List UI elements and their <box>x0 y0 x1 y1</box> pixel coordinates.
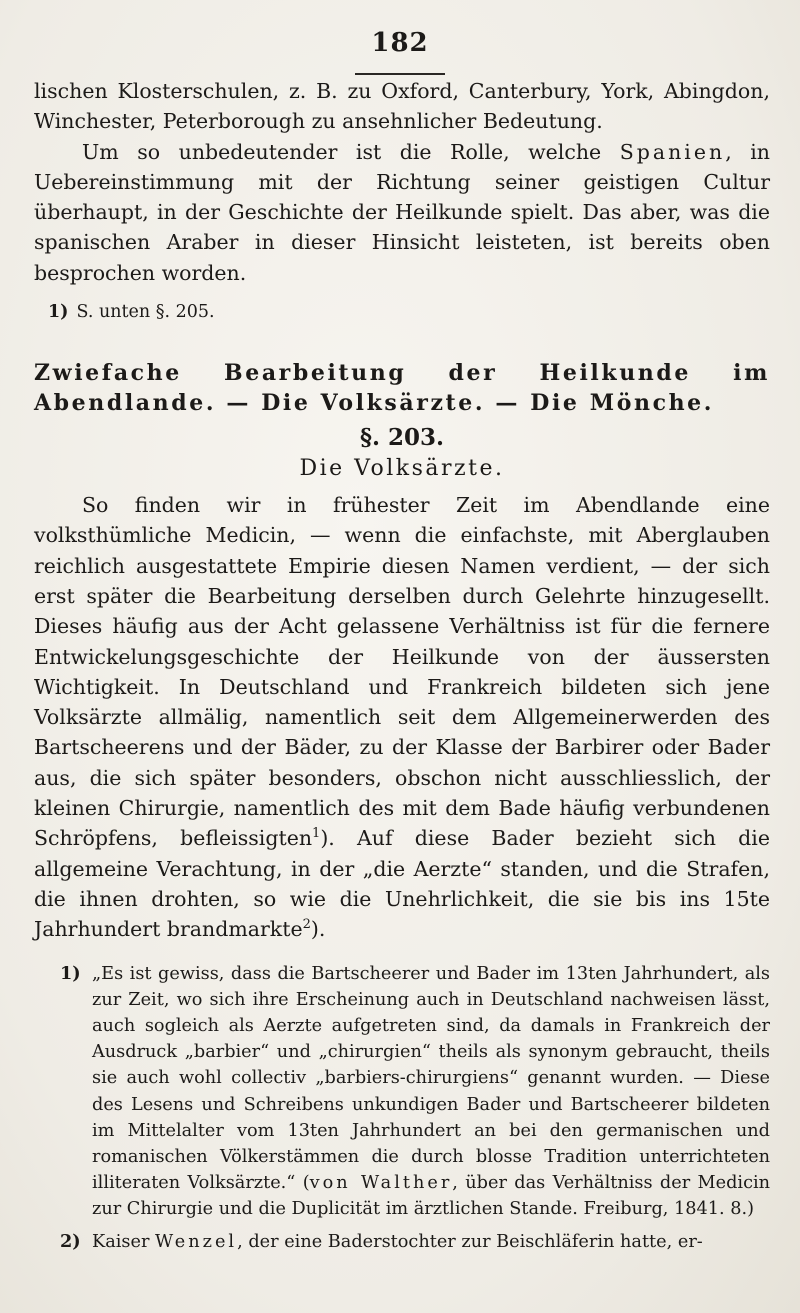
footnote-top-number: 1) <box>48 302 69 323</box>
section-title: Die Volksärzte. <box>299 456 505 482</box>
footnote-ref-1: 1 <box>312 826 321 842</box>
footnote-2-text-a: Kaiser <box>92 1231 156 1252</box>
paragraph-continuation: lischen Klosterschulen, z. B. zu Oxford, Canterbury, York, Abingdon, Winchester, Peterborough zu ansehnlicher Bedeutung. <box>34 79 770 134</box>
page-body <box>34 76 770 1255</box>
footnotes <box>34 961 770 1255</box>
paragraph-spain-text-a: Um so unbedeutender ist die Rolle, welche <box>82 139 620 164</box>
main-text-b: ). Auf diese Bader bezieht sich die allgemeine Verachtung, in der „die Aerzte“ standen, und die Strafen, die ihnen drohten, so wie die Unehrlichkeit, die sie bis ins 15te Jahrhundert brandmarkte <box>34 826 770 942</box>
footnote-top <box>48 298 770 326</box>
chapter-heading: Zwiefache Bearbeitung der Heilkunde im Abendlande. — Die Volksärzte. — Die Mönche. <box>34 360 770 417</box>
paragraph-spain <box>34 137 770 288</box>
main-text-c: ). <box>310 917 326 942</box>
footnote-top-text: S. unten §. 205. <box>76 302 215 323</box>
page-number: 182 <box>371 28 429 58</box>
paragraph-spain-text-b: , in Uebereinstimmung mit der Richtung seiner geistigen Cultur überhaupt, in der Geschichte der Heilkunde spielt. Das aber, was die spanischen Araber in dieser Hinsicht leisteten, ist bereits oben besprochen worden. <box>34 139 771 285</box>
page-number-underline <box>355 73 445 75</box>
footnote-2-number: 2) <box>60 1230 81 1252</box>
footnote-1-number: 1) <box>60 962 81 984</box>
main-text-a: So finden wir in frühester Zeit im Abendlande eine volksthümliche Medicin, — wenn die einfachste, mit Aberglauben reichlich ausgestattete Empirie diesen Namen verdient, — der sich erst später die Bearbeitung derselben durch Gelehrte hinzugesellt. Dieses häufig aus der Acht gelassene Verhältniss ist für die fernere Entwickelungsgeschichte der Heilkunde von der äussersten Wichtigkeit. In Deutschland und Frankreich bildeten sich jene Volksärzte allmälig, namentlich seit dem Allgemeinerwerden des Bartscheerens und der Bäder, zu der Klasse der Barbirer oder Bader aus, die sich später besonders, obschon nicht ausschliesslich, der kleinen Chirurgie, namentlich des mit dem Bade häufig verbundenen Schröpfens, befleissigten <box>34 493 770 851</box>
footnote-1 <box>34 961 770 1223</box>
spaced-name-wenzel: Wenzel <box>155 1231 238 1252</box>
footnote-2 <box>34 1229 770 1255</box>
footnote-1-text-a: „Es ist gewiss, dass die Bartscheerer und Bader im 13ten Jahrhundert, als zur Zeit, wo sich ihre Erscheinung auch in Deutschland nachweisen lässt, auch sogleich als Aerzte aufgetreten sind, da damals in Frankreich der Ausdruck „barbier“ und „chirurgien“ theils als synonym gebraucht, theils sie auch wohl collectiv „barbiers-chirurgiens“ genannt wurden. — Diese des Lesens und Schreibens unkundigen Bader und Bartscheerer bildeten im Mittelalter vom 13ten Jahrhundert an bei den germanischen und romanischen Völkerstämmen die durch blosse Tradition unterrichteten illiteraten Volksärzte.“ ( <box>92 963 770 1194</box>
footnote-ref-2: 2 <box>302 917 311 933</box>
spaced-word-spanien: Spanien <box>619 139 726 164</box>
footnote-1-text-b: , über das Verhältniss der Medicin zur Chirurgie und die Duplicität im ärztlichen Stande. Freiburg, 1841. 8.) <box>92 1173 771 1220</box>
footnote-2-text-b: , der eine Baderstochter zur Beischläferin hatte, er- <box>237 1231 703 1252</box>
paragraph-volksaerzte <box>34 490 770 944</box>
section-number: §. 203. <box>359 424 445 452</box>
spaced-name-von-walther: von Walther <box>309 1173 453 1194</box>
